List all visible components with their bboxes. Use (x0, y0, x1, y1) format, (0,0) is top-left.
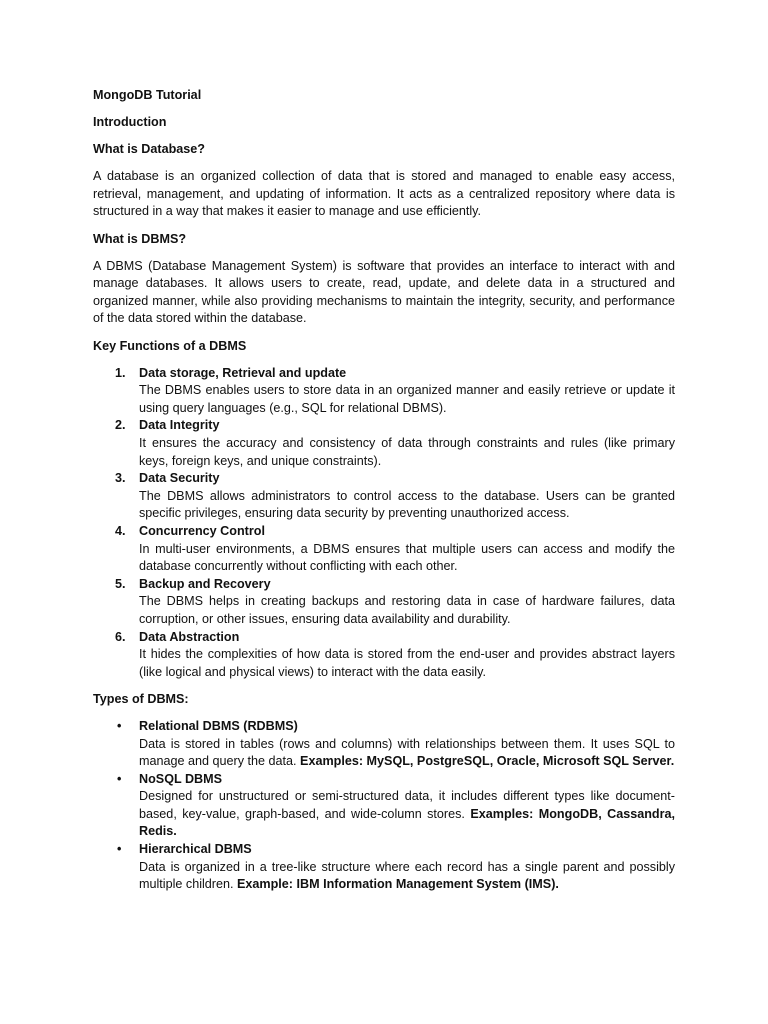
dbms-paragraph: A DBMS (Database Management System) is software that provides an interface to interact with and manage databases. It allows users to create, read, update, and delete data in a structured and organized manner, while also providing mechanisms to maintain the integrity, security, and performance of the data stored within the database. (93, 258, 675, 326)
item-title: Data storage, Retrieval and update (139, 365, 347, 380)
list-item (93, 841, 675, 894)
database-paragraph: A database is an organized collection of data that is stored and managed to enable easy access, retrieval, management, and updating of information. It acts as a centralized repository where data is structured in a way that makes it easier to manage and use efficiently. (93, 169, 675, 219)
bullet-icon: • (117, 718, 122, 733)
item-number: 5. (115, 576, 126, 591)
item-description (139, 859, 675, 894)
item-examples: Examples: MySQL, PostgreSQL, Oracle, Microsoft SQL Server. (300, 754, 675, 769)
bullet-icon: • (117, 771, 122, 786)
list-item (93, 718, 675, 771)
item-title: Data Abstraction (139, 629, 240, 644)
item-title: NoSQL DBMS (139, 771, 223, 786)
types-heading: Types of DBMS: (93, 691, 189, 706)
item-description: The DBMS enables users to store data in an organized manner and easily retrieve or update it using query languages (e.g., SQL for relational DBMS). (139, 383, 675, 415)
item-title: Data Integrity (139, 418, 220, 433)
item-number: 4. (115, 523, 126, 538)
item-number: 2. (115, 418, 126, 433)
list-item (93, 576, 675, 629)
item-description: The DBMS helps in creating backups and restoring data in case of hardware failures, data corruption, or other issues, ensuring data availability and durability. (139, 594, 675, 626)
item-description: In multi-user environments, a DBMS ensures that multiple users can access and modify the database concurrently without conflicting with each other. (139, 541, 675, 574)
item-description: The DBMS allows administrators to control access to the database. Users can be granted specific privileges, ensuring data security by preventing unauthorized access. (139, 488, 675, 521)
item-title: Hierarchical DBMS (139, 842, 252, 857)
list-item (93, 365, 675, 418)
introduction-heading: Introduction (93, 115, 167, 130)
dbms-heading: What is DBMS? (93, 231, 187, 246)
item-description (139, 788, 675, 841)
bullet-icon: • (117, 842, 122, 857)
list-item (93, 470, 675, 523)
item-examples: Examples: MongoDB, Cassandra, Redis. (139, 806, 675, 839)
types-list (93, 718, 675, 894)
item-description: It ensures the accuracy and consistency of data through constraints and rules (like primary keys, foreign keys, and unique constraints). (139, 436, 675, 468)
database-heading: What is Database? (93, 142, 205, 157)
item-examples: Example: IBM Information Management System (IMS). (237, 877, 559, 892)
item-title: Backup and Recovery (139, 576, 271, 591)
document-title: MongoDB Tutorial (93, 88, 202, 102)
item-number: 6. (115, 629, 126, 644)
document-page (93, 87, 675, 903)
item-number: 3. (115, 471, 126, 486)
list-item (93, 771, 675, 841)
list-item (93, 629, 675, 682)
item-description-text: Designed for unstructured or semi-structured data, it includes different types like document-based, key-value, graph-based, and wide-column stores. (139, 789, 675, 821)
item-description (139, 736, 675, 771)
item-description-text: Data is organized in a tree-like structure where each record has a single parent and possibly multiple children. (139, 859, 675, 892)
functions-list (93, 365, 675, 682)
item-description-text: Data is stored in tables (rows and columns) with relationships between them. It uses SQL to manage and query the data. (139, 736, 675, 769)
item-number: 1. (115, 365, 126, 380)
item-title: Data Security (139, 471, 220, 486)
item-title: Relational DBMS (RDBMS) (139, 718, 298, 733)
item-title: Concurrency Control (139, 523, 265, 538)
functions-heading: Key Functions of a DBMS (93, 338, 247, 353)
list-item (93, 417, 675, 470)
item-description: It hides the complexities of how data is stored from the end-user and provides abstract layers (like logical and physical views) to interact with the data easily. (139, 647, 675, 679)
list-item (93, 523, 675, 576)
